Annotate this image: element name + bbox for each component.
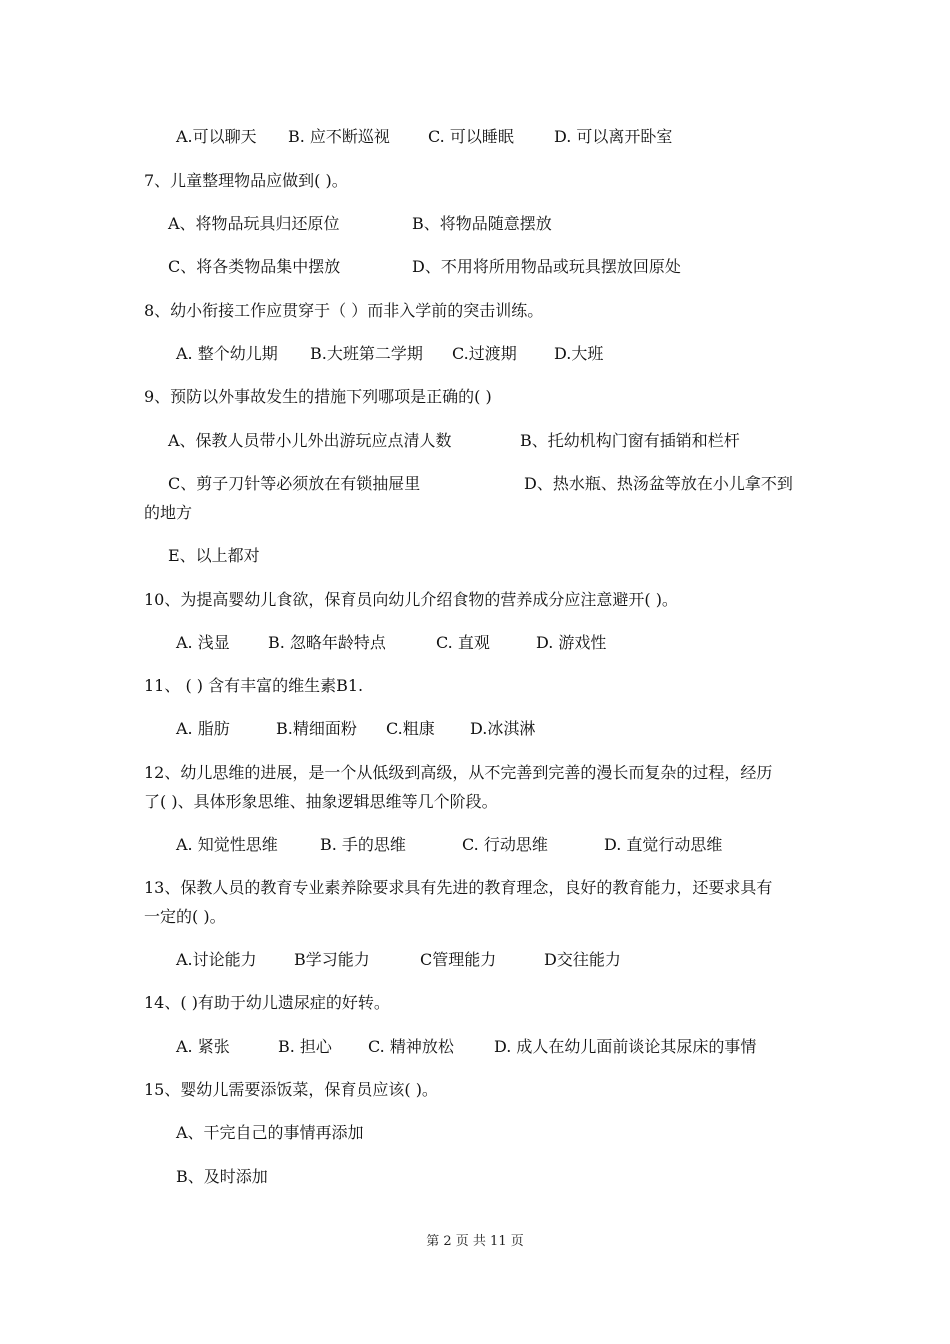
q7-option-a: A、将物品玩具归还原位 <box>168 214 340 233</box>
q14-text: 14、( )有助于幼儿遗尿症的好转。 <box>144 993 390 1012</box>
q10-option-a: A. 浅显 <box>176 633 230 652</box>
q7-text: 7、儿童整理物品应做到( )。 <box>144 171 348 190</box>
q9-text: 9、预防以外事故发生的措施下列哪项是正确的( ) <box>144 387 492 406</box>
q11-option-c: C.粗康 <box>386 719 435 738</box>
q10-option-b: B. 忽略年龄特点 <box>268 633 386 652</box>
q8-text: 8、幼小衔接工作应贯穿于（ ）而非入学前的突击训练。 <box>144 301 544 320</box>
q14-option-c: C. 精神放松 <box>368 1037 454 1056</box>
q13-text-line2: 一定的( )。 <box>144 907 226 926</box>
q13-option-a: A.讨论能力 <box>176 950 257 969</box>
q6-option-a: A.可以聊天 <box>176 127 257 146</box>
page-number-footer: 第 2 页 共 11 页 <box>426 1234 524 1249</box>
q9-option-d-continued: 的地方 <box>144 503 193 522</box>
q7-option-d: D、不用将所用物品或玩具摆放回原处 <box>412 257 681 276</box>
q12-option-d: D. 直觉行动思维 <box>604 835 723 854</box>
q8-option-b: B.大班第二学期 <box>310 344 423 363</box>
q6-option-c: C. 可以睡眠 <box>428 127 514 146</box>
q12-text-line2: 了( )、具体形象思维、抽象逻辑思维等几个阶段。 <box>144 792 498 811</box>
q15-option-b: B、及时添加 <box>176 1167 268 1186</box>
q14-option-b: B. 担心 <box>278 1037 332 1056</box>
q7-option-c: C、将各类物品集中摆放 <box>168 257 341 276</box>
q9-option-d: D、热水瓶、热汤盆等放在小儿拿不到 <box>524 474 793 493</box>
q9-option-a: A、保教人员带小儿外出游玩应点清人数 <box>168 431 452 450</box>
q6-option-b: B. 应不断巡视 <box>288 127 390 146</box>
q15-text: 15、婴幼儿需要添饭菜，保育员应该( )。 <box>144 1080 438 1099</box>
q8-option-c: C.过渡期 <box>452 344 517 363</box>
q11-text: 11、 ( ) 含有丰富的维生素B1. <box>144 676 364 695</box>
q7-option-b: B、将物品随意摆放 <box>412 214 552 233</box>
q9-option-c: C、剪子刀针等必须放在有锁抽屉里 <box>168 474 421 493</box>
q6-option-d: D. 可以离开卧室 <box>554 127 673 146</box>
q12-option-c: C. 行动思维 <box>462 835 548 854</box>
q11-option-b: B.精细面粉 <box>276 719 357 738</box>
q11-option-d: D.冰淇淋 <box>470 719 536 738</box>
q12-text-line1: 12、幼儿思维的进展，是一个从低级到高级，从不完善到完善的漫长而复杂的过程，经历 <box>144 763 773 782</box>
q11-option-a: A. 脂肪 <box>176 719 230 738</box>
q13-option-c: C管理能力 <box>420 950 497 969</box>
q12-option-a: A. 知觉性思维 <box>176 835 278 854</box>
q12-option-b: B. 手的思维 <box>320 835 406 854</box>
q13-text-line1: 13、保教人员的教育专业素养除要求具有先进的教育理念，良好的教育能力，还要求具有 <box>144 878 773 897</box>
q14-option-a: A. 紧张 <box>176 1037 230 1056</box>
q13-option-d: D交往能力 <box>544 950 621 969</box>
q9-option-e: E、以上都对 <box>168 546 260 565</box>
q10-text: 10、为提高婴幼儿食欲，保育员向幼儿介绍食物的营养成分应注意避开( )。 <box>144 590 678 609</box>
q13-option-b: B学习能力 <box>294 950 370 969</box>
q15-option-a: A、干完自己的事情再添加 <box>176 1123 364 1142</box>
q10-option-d: D. 游戏性 <box>536 633 607 652</box>
q8-option-d: D.大班 <box>554 344 604 363</box>
q10-option-c: C. 直观 <box>436 633 490 652</box>
q9-option-b: B、托幼机构门窗有插销和栏杆 <box>520 431 740 450</box>
q14-option-d: D. 成人在幼儿面前谈论其尿床的事情 <box>494 1037 757 1056</box>
q8-option-a: A. 整个幼儿期 <box>176 344 278 363</box>
